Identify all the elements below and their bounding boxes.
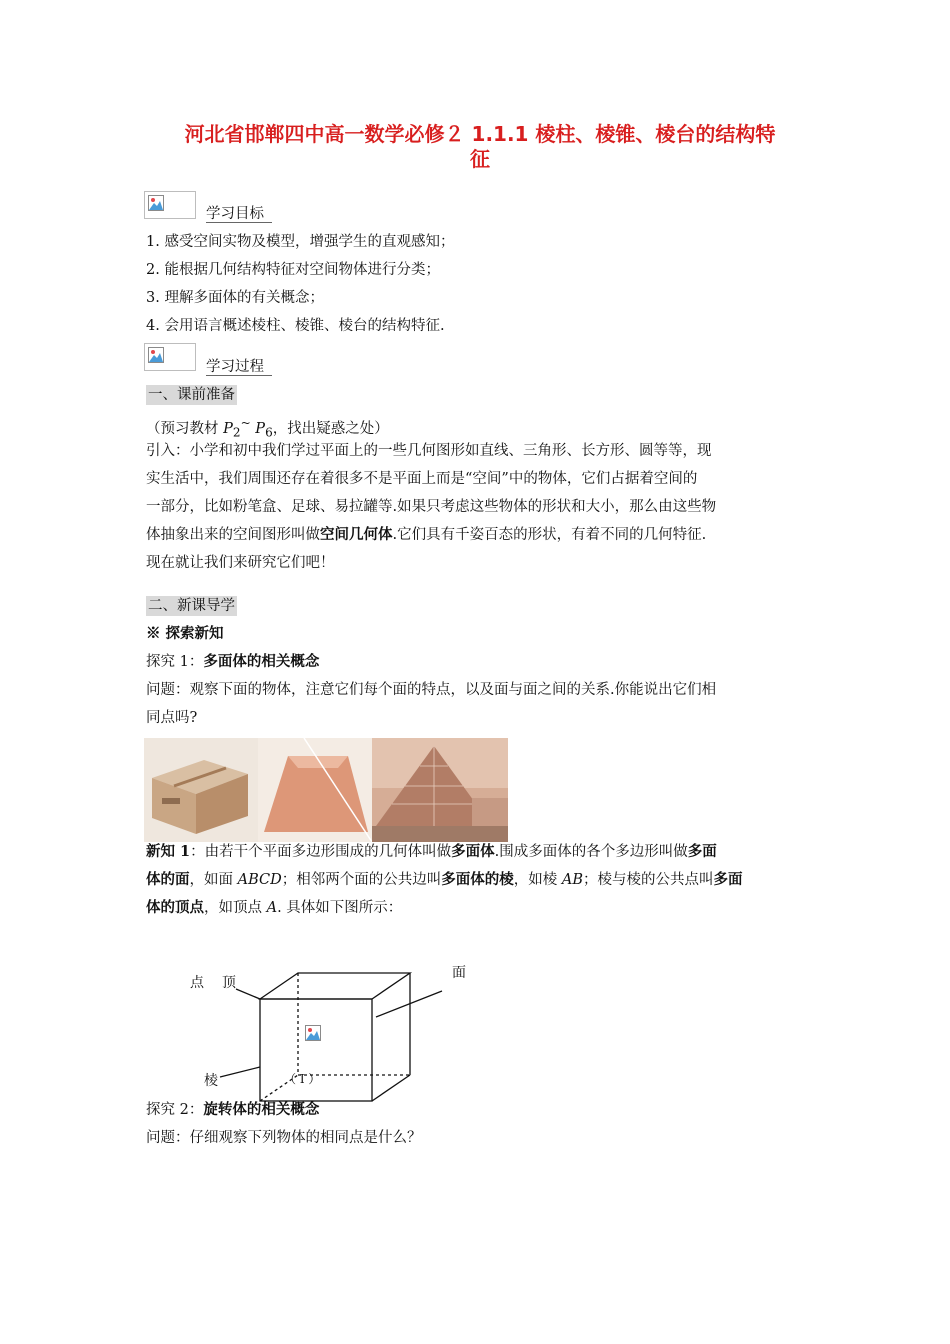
question-2: 问题：仔细观察下列物体的相同点是什么？ (146, 1130, 422, 1146)
image-placeholder-icon (306, 1026, 321, 1041)
question-1-line-2: 同点吗? (146, 710, 198, 726)
preview-note: （预习教材 $P_2^\sim$ $P_6$，找出疑惑之处） (146, 416, 389, 440)
cube-top-face (260, 973, 410, 999)
question-1-line-1: 问题：观察下面的物体，注意它们每个面的特点，以及面与面之间的关系.你能说出它们相 (146, 682, 717, 698)
new-knowledge-1-line-1: 新知 1：由若干个平面多边形围成的几何体叫做多面体.围成多面体的各个多边形叫做多面 (146, 843, 717, 860)
title-line-2: 征 (470, 147, 490, 171)
explore-2-heading: 探究 2：旋转体的相关概念 (146, 1101, 320, 1118)
pyramid-photo (372, 738, 508, 842)
new-knowledge-1-line-3: 体的顶点，如顶点 A. 具体如下图所示： (146, 899, 403, 916)
intro-line-2: 实生活中，我们周围还存在着很多不是平面上而是“空间”中的物体，它们占据着空间的 (146, 471, 698, 487)
edge-pointer-line (220, 1067, 260, 1077)
new-knowledge-1-line-2: 体的面，如面 ABCD；相邻两个面的公共边叫多面体的棱，如棱 AB；棱与棱的公共点叫多面 (146, 871, 743, 888)
label-vertex: 顶 (222, 975, 236, 991)
broken-image-icon (144, 343, 196, 371)
image-placeholder-icon (148, 347, 164, 363)
goal-item-4: 4. 会用语言概述棱柱、棱锥、棱台的结构特征. (146, 318, 445, 334)
goal-item-2: 2. 能根据几何结构特征对空间物体进行分类； (146, 262, 440, 278)
label-paren: （ I ） (284, 1072, 321, 1086)
cardboard-box-photo (144, 738, 258, 842)
broken-image-icon (144, 191, 196, 219)
intro-line-3: 一部分，比如粉笔盒、足球、易拉罐等.如果只考虑这些物体的形状和大小，那么由这些物 (146, 499, 717, 515)
label-point: 点 (190, 975, 204, 991)
goal-item-1: 1. 感受空间实物及模型，增强学生的直观感知； (146, 234, 455, 250)
face-pointer-line (376, 991, 442, 1017)
intro-line-1: 引入：小学和初中我们学过平面上的一些几何图形如直线、三角形、长方形、圆等等，现 (146, 443, 712, 459)
part2-heading: 二、新课导学 (148, 598, 235, 614)
vertex-pointer-line (236, 989, 260, 999)
explore-1-heading: 探究 1：多面体的相关概念 (146, 653, 320, 670)
label-edge: 棱 (204, 1073, 218, 1089)
intro-line-5: 现在就让我们来研究它们吧！ (146, 555, 335, 571)
document-title (130, 122, 830, 172)
label-face: 面 (452, 965, 466, 981)
frustum-photo (258, 738, 372, 842)
image-placeholder-icon (148, 195, 164, 211)
section-heading-process: 学习过程 (206, 357, 886, 377)
goal-item-3: 3. 理解多面体的有关概念； (146, 290, 324, 306)
section-heading-goals: 学习目标 (206, 204, 886, 224)
cube-diagram (180, 955, 480, 1105)
title-line-1: 河北省邯郸四中高一数学必修２ 1.1.1 棱柱、棱锥、棱台的结构特 (184, 122, 776, 146)
intro-line-4: 体抽象出来的空间图形叫做空间几何体.它们具有千姿百态的形状，有着不同的几何特征. (146, 526, 707, 543)
part1-heading: 一、课前准备 (148, 387, 235, 403)
explore-label: ※ 探索新知 (146, 625, 224, 642)
